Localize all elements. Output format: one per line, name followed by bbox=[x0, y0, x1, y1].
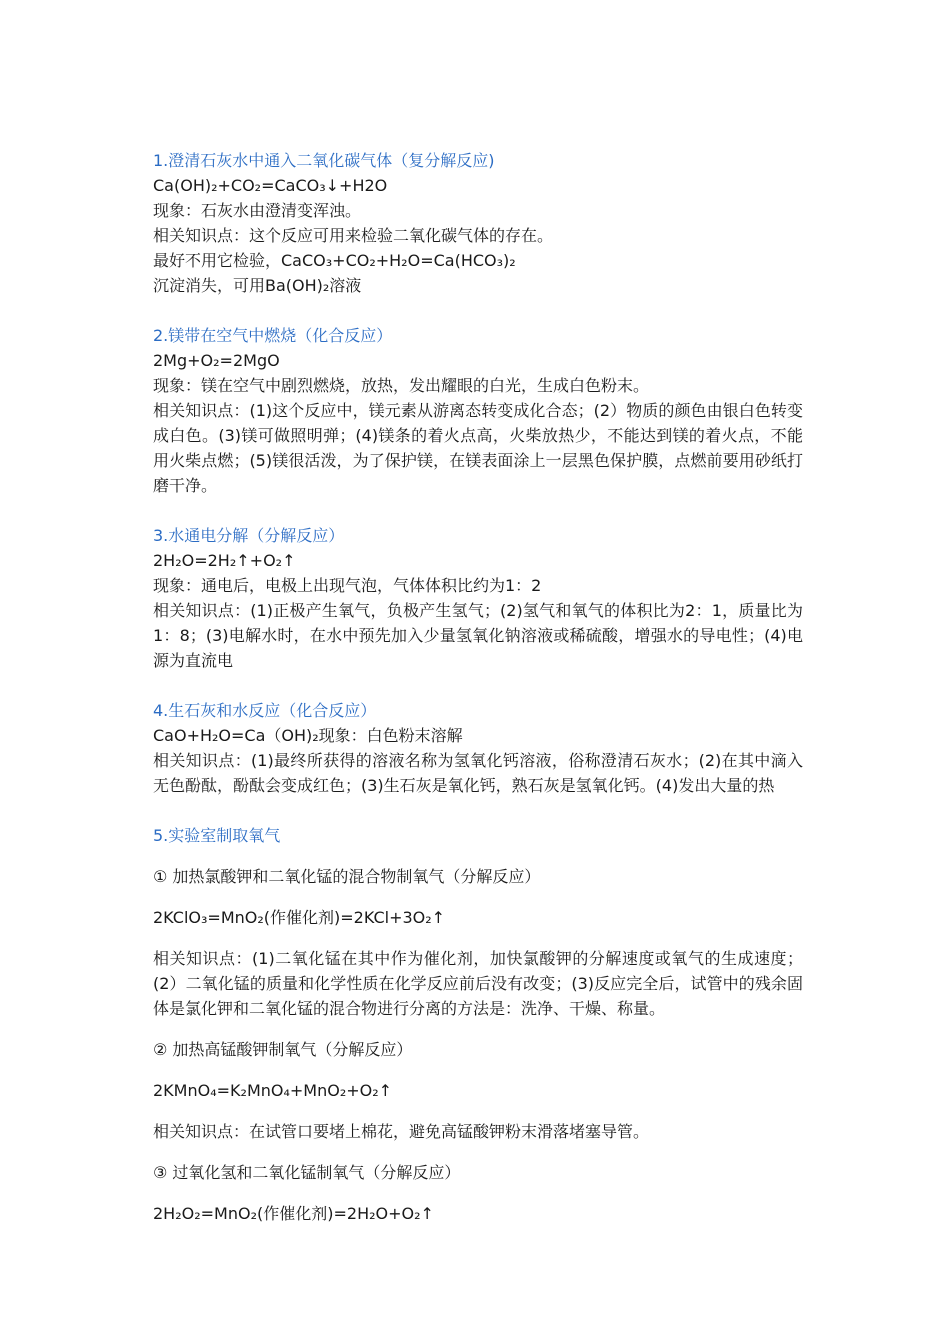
section-4-knowledge: 相关知识点：(1)最终所获得的溶液名称为氢氧化钙溶液，俗称澄清石灰水；(2)在其中滴入无色酚酞，酚酞会变成红色；(3)生石灰是氧化钙，熟石灰是氢氧化钙。(4)发出大量的热 bbox=[153, 751, 803, 795]
section-5-title: 5.实验室制取氧气 bbox=[153, 826, 281, 845]
section-1-equation: Ca(OH)₂+CO₂=CaCO₃↓+H2O bbox=[153, 176, 388, 195]
section-1-note-2: 沉淀消失，可用Ba(OH)₂溶液 bbox=[153, 276, 362, 295]
section-2 bbox=[153, 323, 803, 498]
document-page bbox=[153, 148, 803, 1242]
part-2-label: ② 加热高锰酸钾制氧气（分解反应） bbox=[153, 1040, 413, 1059]
part-3-label: ③ 过氧化氢和二氧化锰制氧气（分解反应） bbox=[153, 1163, 461, 1182]
part-1-knowledge: 相关知识点：(1)二氧化锰在其中作为催化剂，加快氯酸钾的分解速度或氧气的生成速度；(2）二氧化锰的质量和化学性质在化学反应前后没有改变；(3)反应完全后，试管中的残余固体是氯化钾和二氧化锰的混合物进行分离的方法是：洗净、干燥、称量。 bbox=[153, 949, 803, 1018]
part-2-knowledge: 相关知识点：在试管口要堵上棉花，避免高锰酸钾粉末滑落堵塞导管。 bbox=[153, 1122, 650, 1141]
section-1-title: 1.澄清石灰水中通入二氧化碳气体（复分解反应) bbox=[153, 151, 495, 170]
section-3-equation: 2H₂O=2H₂↑+O₂↑ bbox=[153, 551, 296, 570]
part-1-equation: 2KClO₃=MnO₂(作催化剂)=2KCl+3O₂↑ bbox=[153, 908, 446, 927]
section-5 bbox=[153, 823, 803, 1226]
section-2-equation: 2Mg+O₂=2MgO bbox=[153, 351, 280, 370]
section-4-equation: CaO+H₂O=Ca（OH)₂现象：白色粉末溶解 bbox=[153, 726, 463, 745]
section-3-title: 3.水通电分解（分解反应） bbox=[153, 526, 345, 545]
section-3 bbox=[153, 523, 803, 673]
section-3-knowledge: 相关知识点：(1)正极产生氧气，负极产生氢气；(2)氢气和氧气的体积比为2：1，质量比为1：8；(3)电解水时，在水中预先加入少量氢氧化钠溶液或稀硫酸，增强水的导电性；(4)电源为直流电 bbox=[153, 601, 803, 670]
section-2-knowledge: 相关知识点：(1)这个反应中，镁元素从游离态转变成化合态；(2）物质的颜色由银白色转变成白色。(3)镁可做照明弹；(4)镁条的着火点高，火柴放热少，不能达到镁的着火点，不能用火柴点燃；(5)镁很活泼，为了保护镁，在镁表面涂上一层黑色保护膜，点燃前要用砂纸打磨干净。 bbox=[153, 401, 803, 495]
section-2-title: 2.镁带在空气中燃烧（化合反应） bbox=[153, 326, 393, 345]
section-4 bbox=[153, 698, 803, 798]
section-2-phenomenon: 现象：镁在空气中剧烈燃烧，放热，发出耀眼的白光，生成白色粉末。 bbox=[153, 376, 650, 395]
section-4-title: 4.生石灰和水反应（化合反应） bbox=[153, 701, 377, 720]
section-1 bbox=[153, 148, 803, 298]
section-1-note: 最好不用它检验，CaCO₃+CO₂+H₂O=Ca(HCO₃)₂ bbox=[153, 251, 516, 270]
section-3-phenomenon: 现象：通电后，电极上出现气泡，气体体积比约为1：2 bbox=[153, 576, 542, 595]
part-1-label: ① 加热氯酸钾和二氧化锰的混合物制氧气（分解反应） bbox=[153, 867, 541, 886]
section-1-phenomenon: 现象：石灰水由澄清变浑浊。 bbox=[153, 201, 362, 220]
part-2-equation: 2KMnO₄=K₂MnO₄+MnO₂+O₂↑ bbox=[153, 1081, 393, 1100]
section-1-knowledge: 相关知识点：这个反应可用来检验二氧化碳气体的存在。 bbox=[153, 226, 554, 245]
part-3-equation: 2H₂O₂=MnO₂(作催化剂)=2H₂O+O₂↑ bbox=[153, 1204, 434, 1223]
